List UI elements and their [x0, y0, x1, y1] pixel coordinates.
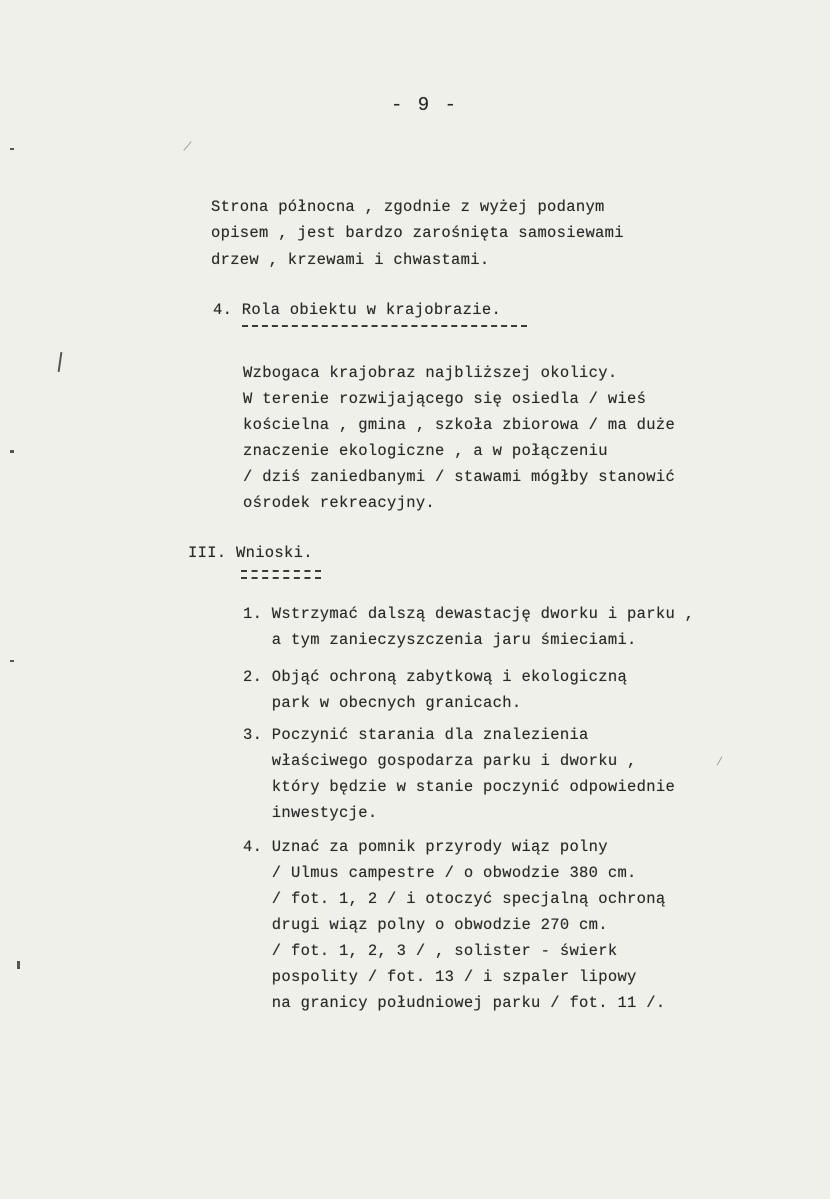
margin-mark: [10, 148, 14, 150]
conclusion-4-line-3: / fot. 1, 2 / i otoczyć specjalną ochroną: [243, 890, 666, 908]
margin-mark: [17, 961, 20, 969]
conclusion-4-line-4: drugi wiąz polny o obwodzie 270 cm.: [243, 916, 608, 934]
section-4-line-6: ośrodek rekreacyjny.: [243, 494, 436, 512]
section-4-line-4: znaczenie ekologiczne , a w połączeniu: [243, 442, 608, 460]
conclusion-3-line-4: inwestycje.: [243, 804, 378, 822]
conclusion-4-line-6: pospolity / fot. 13 / i szpaler lipowy: [243, 968, 637, 986]
conclusion-2-line-1: 2. Objąć ochroną zabytkową i ekologiczną: [243, 668, 628, 686]
paper-speck: [183, 141, 191, 151]
north-side-line-2: opisem , jest bardzo zarośnięta samosiewami: [211, 224, 624, 242]
conclusion-1-line-2: a tym zanieczyszczenia jaru śmieciami.: [243, 631, 637, 649]
paper-speck: [717, 756, 723, 765]
conclusion-3-line-1: 3. Poczynić starania dla znalezienia: [243, 726, 589, 744]
conclusions-double-underline: [241, 570, 321, 579]
section-4-line-3: kościelna , gmina , szkoła zbiorowa / ma duże: [243, 416, 676, 434]
margin-mark: [10, 450, 14, 453]
section-4-line-2: W terenie rozwijającego się osiedla / wieś: [243, 390, 647, 408]
conclusions-heading: III. Wnioski.: [188, 544, 313, 562]
section-4-heading: 4. Rola obiektu w krajobrazie.: [213, 301, 502, 319]
conclusion-4-line-7: na granicy południowej parku / fot. 11 /.: [243, 994, 666, 1012]
conclusion-4-line-5: / fot. 1, 2, 3 / , solister - świerk: [243, 942, 618, 960]
margin-mark: [10, 660, 14, 662]
page-number: - 9 -: [391, 94, 459, 116]
conclusion-2-line-2: park w obecnych granicach.: [243, 694, 522, 712]
conclusion-1-line-1: 1. Wstrzymać dalszą dewastację dworku i parku ,: [243, 605, 695, 623]
conclusion-3-line-2: właściwego gospodarza parku i dworku ,: [243, 752, 637, 770]
north-side-line-1: Strona północna , zgodnie z wyżej podanym: [211, 198, 605, 216]
section-4-line-5: / dziś zaniedbanymi / stawami mógłby stanowić: [243, 468, 676, 486]
conclusion-4-line-2: / Ulmus campestre / o obwodzie 380 cm.: [243, 864, 637, 882]
section-4-underline: [242, 325, 527, 329]
north-side-line-3: drzew , krzewami i chwastami.: [211, 251, 490, 269]
conclusion-3-line-3: który będzie w stanie poczynić odpowiednie: [243, 778, 676, 796]
section-4-line-1: Wzbogaca krajobraz najbliższej okolicy.: [243, 364, 618, 382]
margin-stroke: [58, 352, 63, 372]
conclusion-4-line-1: 4. Uznać za pomnik przyrody wiąz polny: [243, 838, 608, 856]
